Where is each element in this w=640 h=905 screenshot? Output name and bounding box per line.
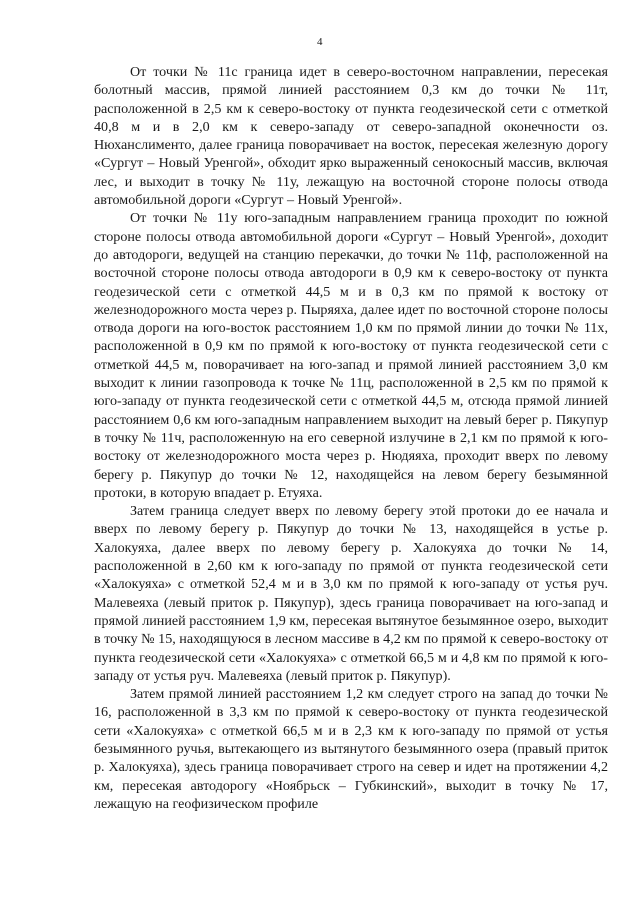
page-number: 4 xyxy=(317,36,323,48)
document-body xyxy=(94,63,608,813)
paragraph-2: От точки № 11у юго-западным направлением граница проходит по южной стороне полосы отвода автомобильной дороги «Сургут – Новый Уренгой», доходит до автодороги, ведущей на станцию перекачки, до точки № 11ф, расположенной на восточной стороне полосы отвода автодороги в 0,9 км к северо-востоку от пункта геодезической сети с отметкой 44,5 м и в 0,3 км по прямой к востоку от железнодорожного моста через р. Пыряяха, далее идет по восточной стороне полосы отвода дороги на юго-восток расстоянием 1,0 км по прямой линии до точки № 11х, расположенной в 0,9 км по прямой к юго-востоку от пункта геодезической сети с отметкой 44,5 м, поворачивает на юго-запад и прямой линией расстоянием 3,0 км выходит к линии газопровода к точке № 11ц, расположенной в 2,5 км по прямой к юго-западу от пункта геодезической сети с отметкой 44,5 м, отсюда прямой линией расстоянием 0,6 км юго-западным направлением выходит на левый берег р. Пякупур в точку № 11ч, расположенную на его северной излучине в 2,1 км по прямой к юго-востоку от железнодорожного моста через р. Нюдяяха, проходит вверх по левому берегу р. Пякупур до точки № 12, находящейся на левом берегу безымянной протоки, в которую впадает р. Етуяха. xyxy=(94,210,608,501)
paragraph-3: Затем граница следует вверх по левому берегу этой протоки до ее начала и вверх по левому берегу р. Пякупур до точки № 13, находящейся в устье р. Халокуяха, далее вверх по левому берегу р. Халокуяха до точки № 14, расположенной в 2,60 км к юго-западу по прямой от пункта геодезической сети «Халокуяха» с отметкой 52,4 м и в 3,0 км по прямой к юго-западу от устья руч. Малевеяха (левый приток р. Пякупур), здесь граница поворачивает на юго-запад и прямой линией расстоянием 1,9 км, пересекая вытянутое безымянное озеро, выходит в точку № 15, находящуюся в лесном массиве в 4,2 км по прямой к северо-востоку от пункта геодезической сети «Халокуяха» с отметкой 66,5 м и 4,8 км по прямой к юго-западу от устья руч. Малевеяха (левый приток р. Пякупур). xyxy=(94,503,608,684)
paragraph-4: Затем прямой линией расстоянием 1,2 км следует строго на запад до точки № 16, расположенной в 3,3 км по прямой к северо-востоку от пункта геодезической сети «Халокуяха» с отметкой 66,5 м и в 2,3 км к юго-западу по прямой от устья безымянного ручья, вытекающего из вытянутого безымянного озера (правый приток р. Халокуяха), здесь граница поворачивает строго на север и идет на протяжении 4,2 км, пересекая автодорогу «Ноябрьск – Губкинский», выходит в точку № 17, лежащую на геофизическом профиле xyxy=(94,686,608,812)
paragraph-1: От точки № 11с граница идет в северо-восточном направлении, пересекая болотный массив, прямой линией расстоянием 0,3 км до точки № 11т, расположенной в 2,5 км к северо-востоку от пункта геодезической сети с отметкой 40,8 м и в 2,0 км к северо-западу от северо-западной оконечности оз. Нюханслименто, далее граница поворачивает на восток, пересекая железную дорогу «Сургут – Новый Уренгой», обходит ярко выраженный сенокосный массив, включая лес, и выходит в точку № 11у, лежащую на восточной стороне полосы отвода автомобильной дороги «Сургут – Новый Уренгой». xyxy=(94,64,608,209)
